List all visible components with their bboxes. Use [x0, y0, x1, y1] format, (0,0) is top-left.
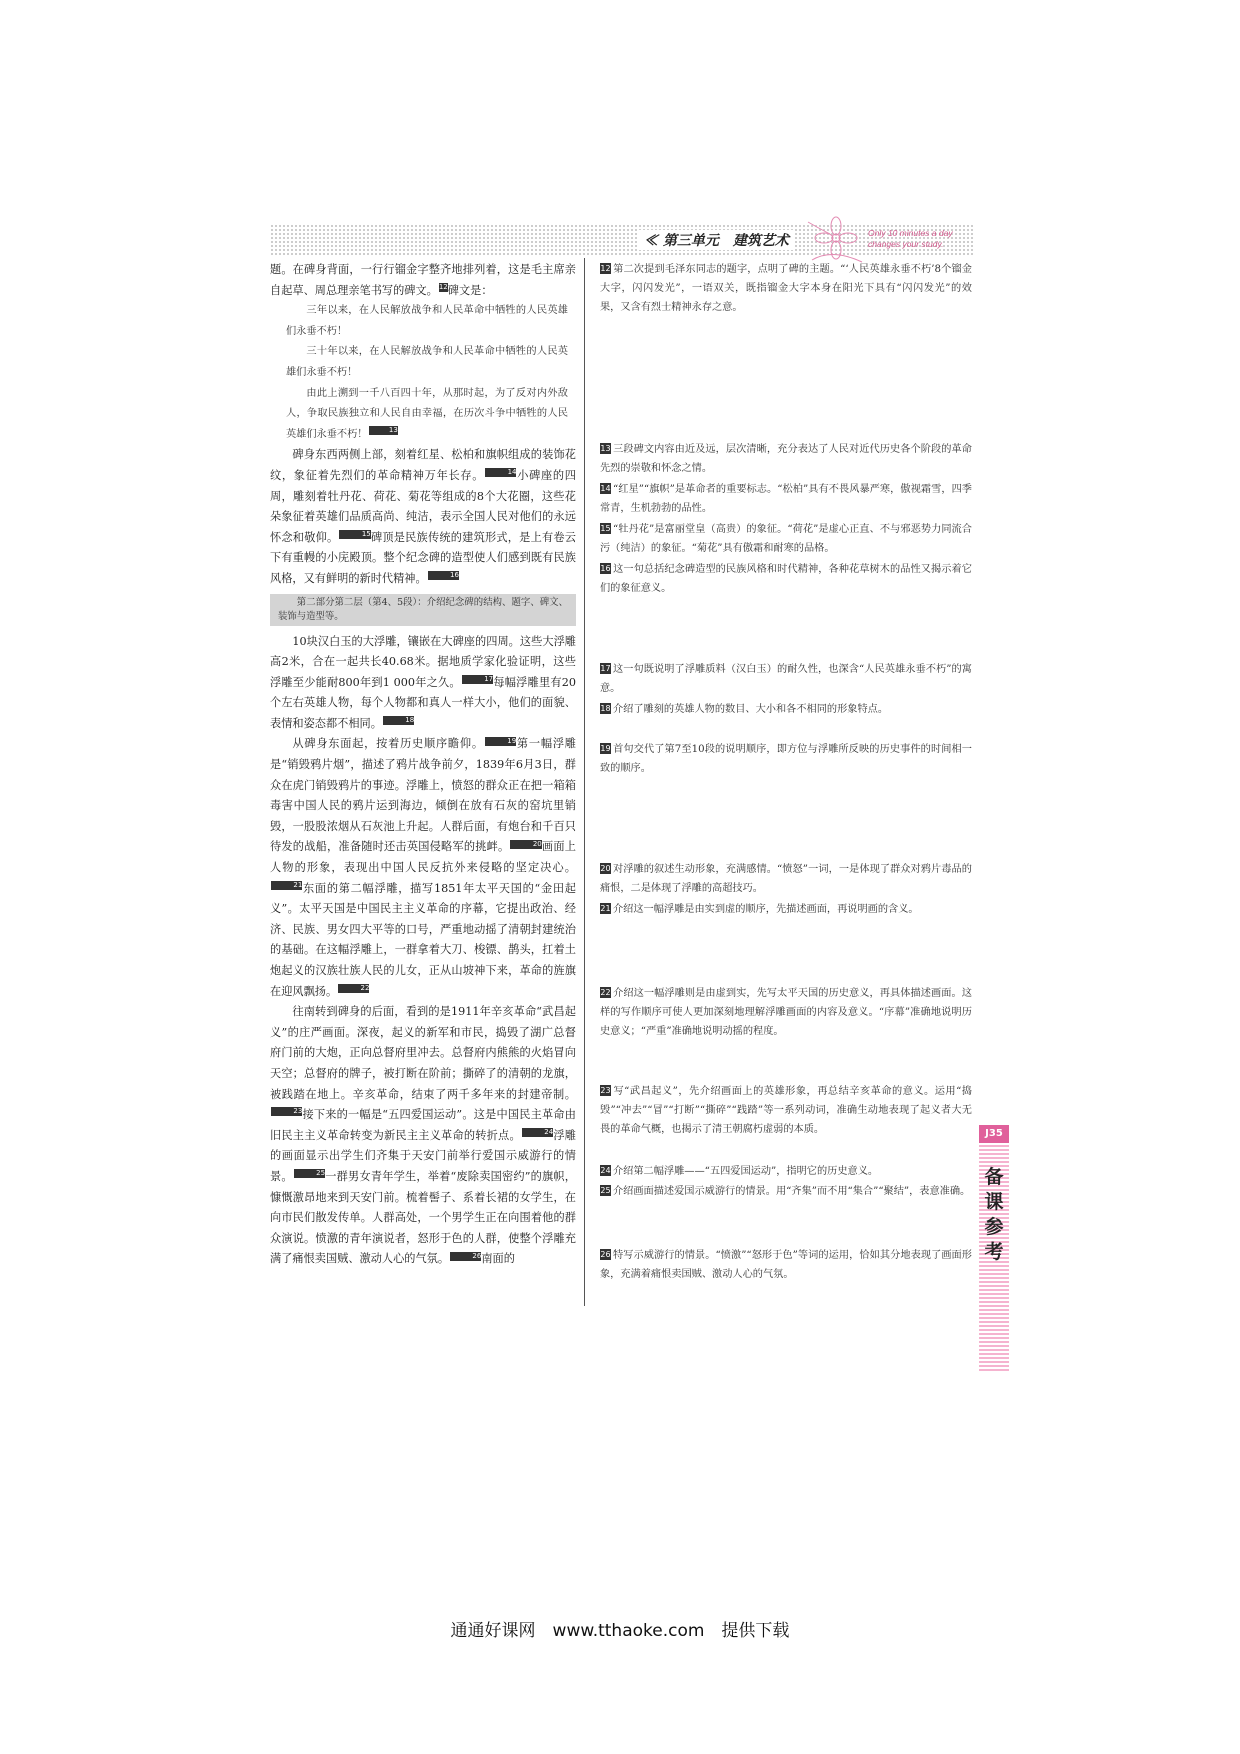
section-band: 第二部分第二层（第4、5段）：介绍纪念碑的结构、题字、碑文、装饰与造型等。 — [270, 594, 576, 626]
main-text-column — [270, 260, 576, 1270]
annotation-note: 21 介绍这一幅浮雕是由实到虚的顺序，先描述画面，再说明画的含义。 — [600, 904, 919, 915]
annotation-note: 19 首句交代了第7至10段的说明顺序，即方位与浮雕所反映的历史事件的时间相一致的顺序。 — [600, 744, 972, 774]
annotation-note: 13 三段碑文内容由近及远，层次清晰，充分表达了人民对近代历史各个阶段的革命先烈的崇敬和怀念之情。 — [600, 444, 972, 474]
header-motto: Only 10 minutes a day changes your study. — [868, 228, 953, 249]
paragraph: 往南转到碑身的后面，看到的是1911年辛亥革命“武昌起义”的庄严画面。深夜，起义的新军和市民，捣毁了湖广总督府门前的大炮，正向总督府里冲去。总督府内熊熊的火焰冒向天空；总督府的牌子，被打断在阶前；撕碎了的清朝的龙旗，被践踏在地上。辛亥革命，结束了两千多年来的封建帝制。23接下来的一幅是“五四爱国运动”。这是中国民主革命由旧民主主义革命转变为新民主主义革命的转折点。 24浮雕的画面显示出学生们齐集于天安门前举行爱国示威游行的情景。 25一群男女青年学生，举着“废除卖国密约”的旗帜，慷慨激昂地来到天安门前。梳着髻子、系着长裙的女学生，在向市民们散发传单。人群高处，一个男学生正在向围着他的群众演说。愤激的青年演说者，怒形于色的人群，使整个浮雕充满了痛恨卖国贼、激动人心的气氛。 26南面的 — [270, 1005, 576, 1266]
annotation-note: 23 写“武昌起义”，先介绍画面上的英雄形象，再总结辛亥革命的意义。运用“捣毁”“冲去”“冒”“打断”“撕碎”“践踏”等一系列动词，准确生动地表现了起义者大无畏的革命气概，也揭示了清王朝腐朽虚弱的本质。 — [600, 1086, 972, 1135]
annotation-note: 16 这一句总括纪念碑造型的民族风格和时代精神，各种花草树木的品性又揭示着它们的象征意义。 — [600, 564, 972, 594]
side-tab — [979, 1125, 1009, 1373]
annotation-note: 14 “红星”“旗帜”是革命者的重要标志。“松柏”具有不畏风暴严寒，傲视霜雪，四季常青，生机勃勃的品性。 — [600, 484, 972, 514]
column-divider — [584, 258, 585, 1306]
annotation-note: 24 介绍第二幅浮雕——“五四爱国运动”，指明它的历史意义。 — [600, 1166, 879, 1177]
inscription-quote: 三年以来，在人民解放战争和人民革命中牺牲的人民英雄们永垂不朽！ 三十年以来，在人民解放战争和人民革命中牺牲的人民英雄们永垂不朽！ 由此上溯到一千八百四十年，从那时起，为了反对内外敌人，争取民族独立和人民自由幸福，在历次斗争中牺牲的人民英雄们永垂不朽！ 13 — [286, 305, 568, 440]
paragraph: 10块汉白玉的大浮雕，镶嵌在大碑座的四周。这些大浮雕高2米，合在一起共长40.68米。据地质学家化验证明，这些浮雕至少能耐800年到1 000年之久。 17每幅浮雕里有20个左右英雄人物，每个人物都和真人一样大小，他们的面貌、表情和姿态都不相同。 18 — [270, 634, 576, 730]
paragraph: 从碑身东面起，按着历史顺序瞻仰。 19第一幅浮雕是“销毁鸦片烟”，描述了鸦片战争前夕，1839年6月3日，群众在虎门销毁鸦片的事迹。浮雕上，愤怒的群众正在把一箱箱毒害中国人民的鸦片运到海边，倾倒在放有石灰的窑坑里销毁，一股股浓烟从石灰池上升起。人群后面，有炮台和千百只待发的战船，准备随时还击英国侵略军的挑衅。 20画面上人物的形象，表现出中国人民反抗外来侵略的坚定决心。21东面的第二幅浮雕，描写1851年太平天国的“金田起义”。太平天国是中国民主主义革命的序幕，它提出政治、经济、民族、男女四大平等的口号，严重地动摇了清朝封建统治的基础。在这幅浮雕上，一群拿着大刀、梭镖、鹊头，扛着土炮起义的汉族壮族人民的儿女，正从山坡神下来，革命的旌旗在迎风飘扬。 22 — [270, 736, 576, 998]
unit-title: ≪ 第三单元 建筑艺术 — [638, 230, 795, 250]
annotation-note: 20 对浮雕的叙述生动形象，充满感情。“愤怒”一词，一是体现了群众对鸦片毒品的痛恨，二是体现了浮雕的高超技巧。 — [600, 864, 972, 894]
paragraph: 碑身东西两侧上部，刻着红星、松柏和旗帜组成的装饰花纹，象征着先烈们的革命精神万年长存。 14小碑座的四周，雕刻着牡丹花、荷花、菊花等组成的8个大花圈，这些花朵象征着英雄们品质高尚、纯洁，表示全国人民对他们的永远怀念和敬仰。 15碑顶是民族传统的建筑形式，是上有卷云下有重幔的小庑殿顶。整个纪念碑的造型使人们感到既有民族风格，又有鲜明的新时代精神。 16 — [270, 448, 576, 585]
annotation-note: 26 特写示威游行的情景。“愤激”“怒形于色”等词的运用，恰如其分地表现了画面形象，充满着痛恨卖国贼、激动人心的气氛。 — [600, 1250, 972, 1280]
side-tab-label: 备课参考 — [984, 1166, 1004, 1263]
annotation-note: 18 介绍了雕刻的英雄人物的数目、大小和各不相同的形象特点。 — [600, 704, 889, 715]
paragraph: 题。在碑身背面，一行行镏金字整齐地排列着，这是毛主席亲自起草、周总理亲笔书写的碑文。12碑文是： — [270, 263, 576, 297]
footer-watermark: 通通好课网 www.tthaoke.com 提供下载 — [450, 1621, 790, 1641]
annotation-note: 25 介绍画面描述爱国示威游行的情景。用“齐集”而不用“集合”“聚结”，表意准确。 — [600, 1186, 971, 1197]
annotation-note: 22 介绍这一幅浮雕则是由虚到实，先写太平天国的历史意义，再具体描述画面。这样的写作顺序可使人更加深刻地理解浮雕画面的内容及意义。“序幕”准确地说明历史意义；“严重”准确地说明动摇的程度。 — [600, 988, 972, 1037]
running-header — [270, 224, 974, 256]
page-number: J35 — [979, 1125, 1009, 1143]
annotation-note: 15 “牡丹花”是富丽堂皇（高贵）的象征。“荷花”是虚心正直、不与邪恶势力同流合污（纯洁）的象征。“菊花”具有傲霜和耐寒的品格。 — [600, 524, 972, 554]
annotation-note: 12 第二次提到毛泽东同志的题字，点明了碑的主题。“‘人民英雄永垂不朽’8个镏金大字，闪闪发光”，一语双关，既指镏金大字本身在阳光下具有“闪闪发光”的效果，又含有烈士精神永存之意。 — [600, 264, 972, 313]
annotation-note: 17 这一句既说明了浮雕质料（汉白玉）的耐久性，也深含“人民英雄永垂不朽”的寓意。 — [600, 664, 972, 694]
